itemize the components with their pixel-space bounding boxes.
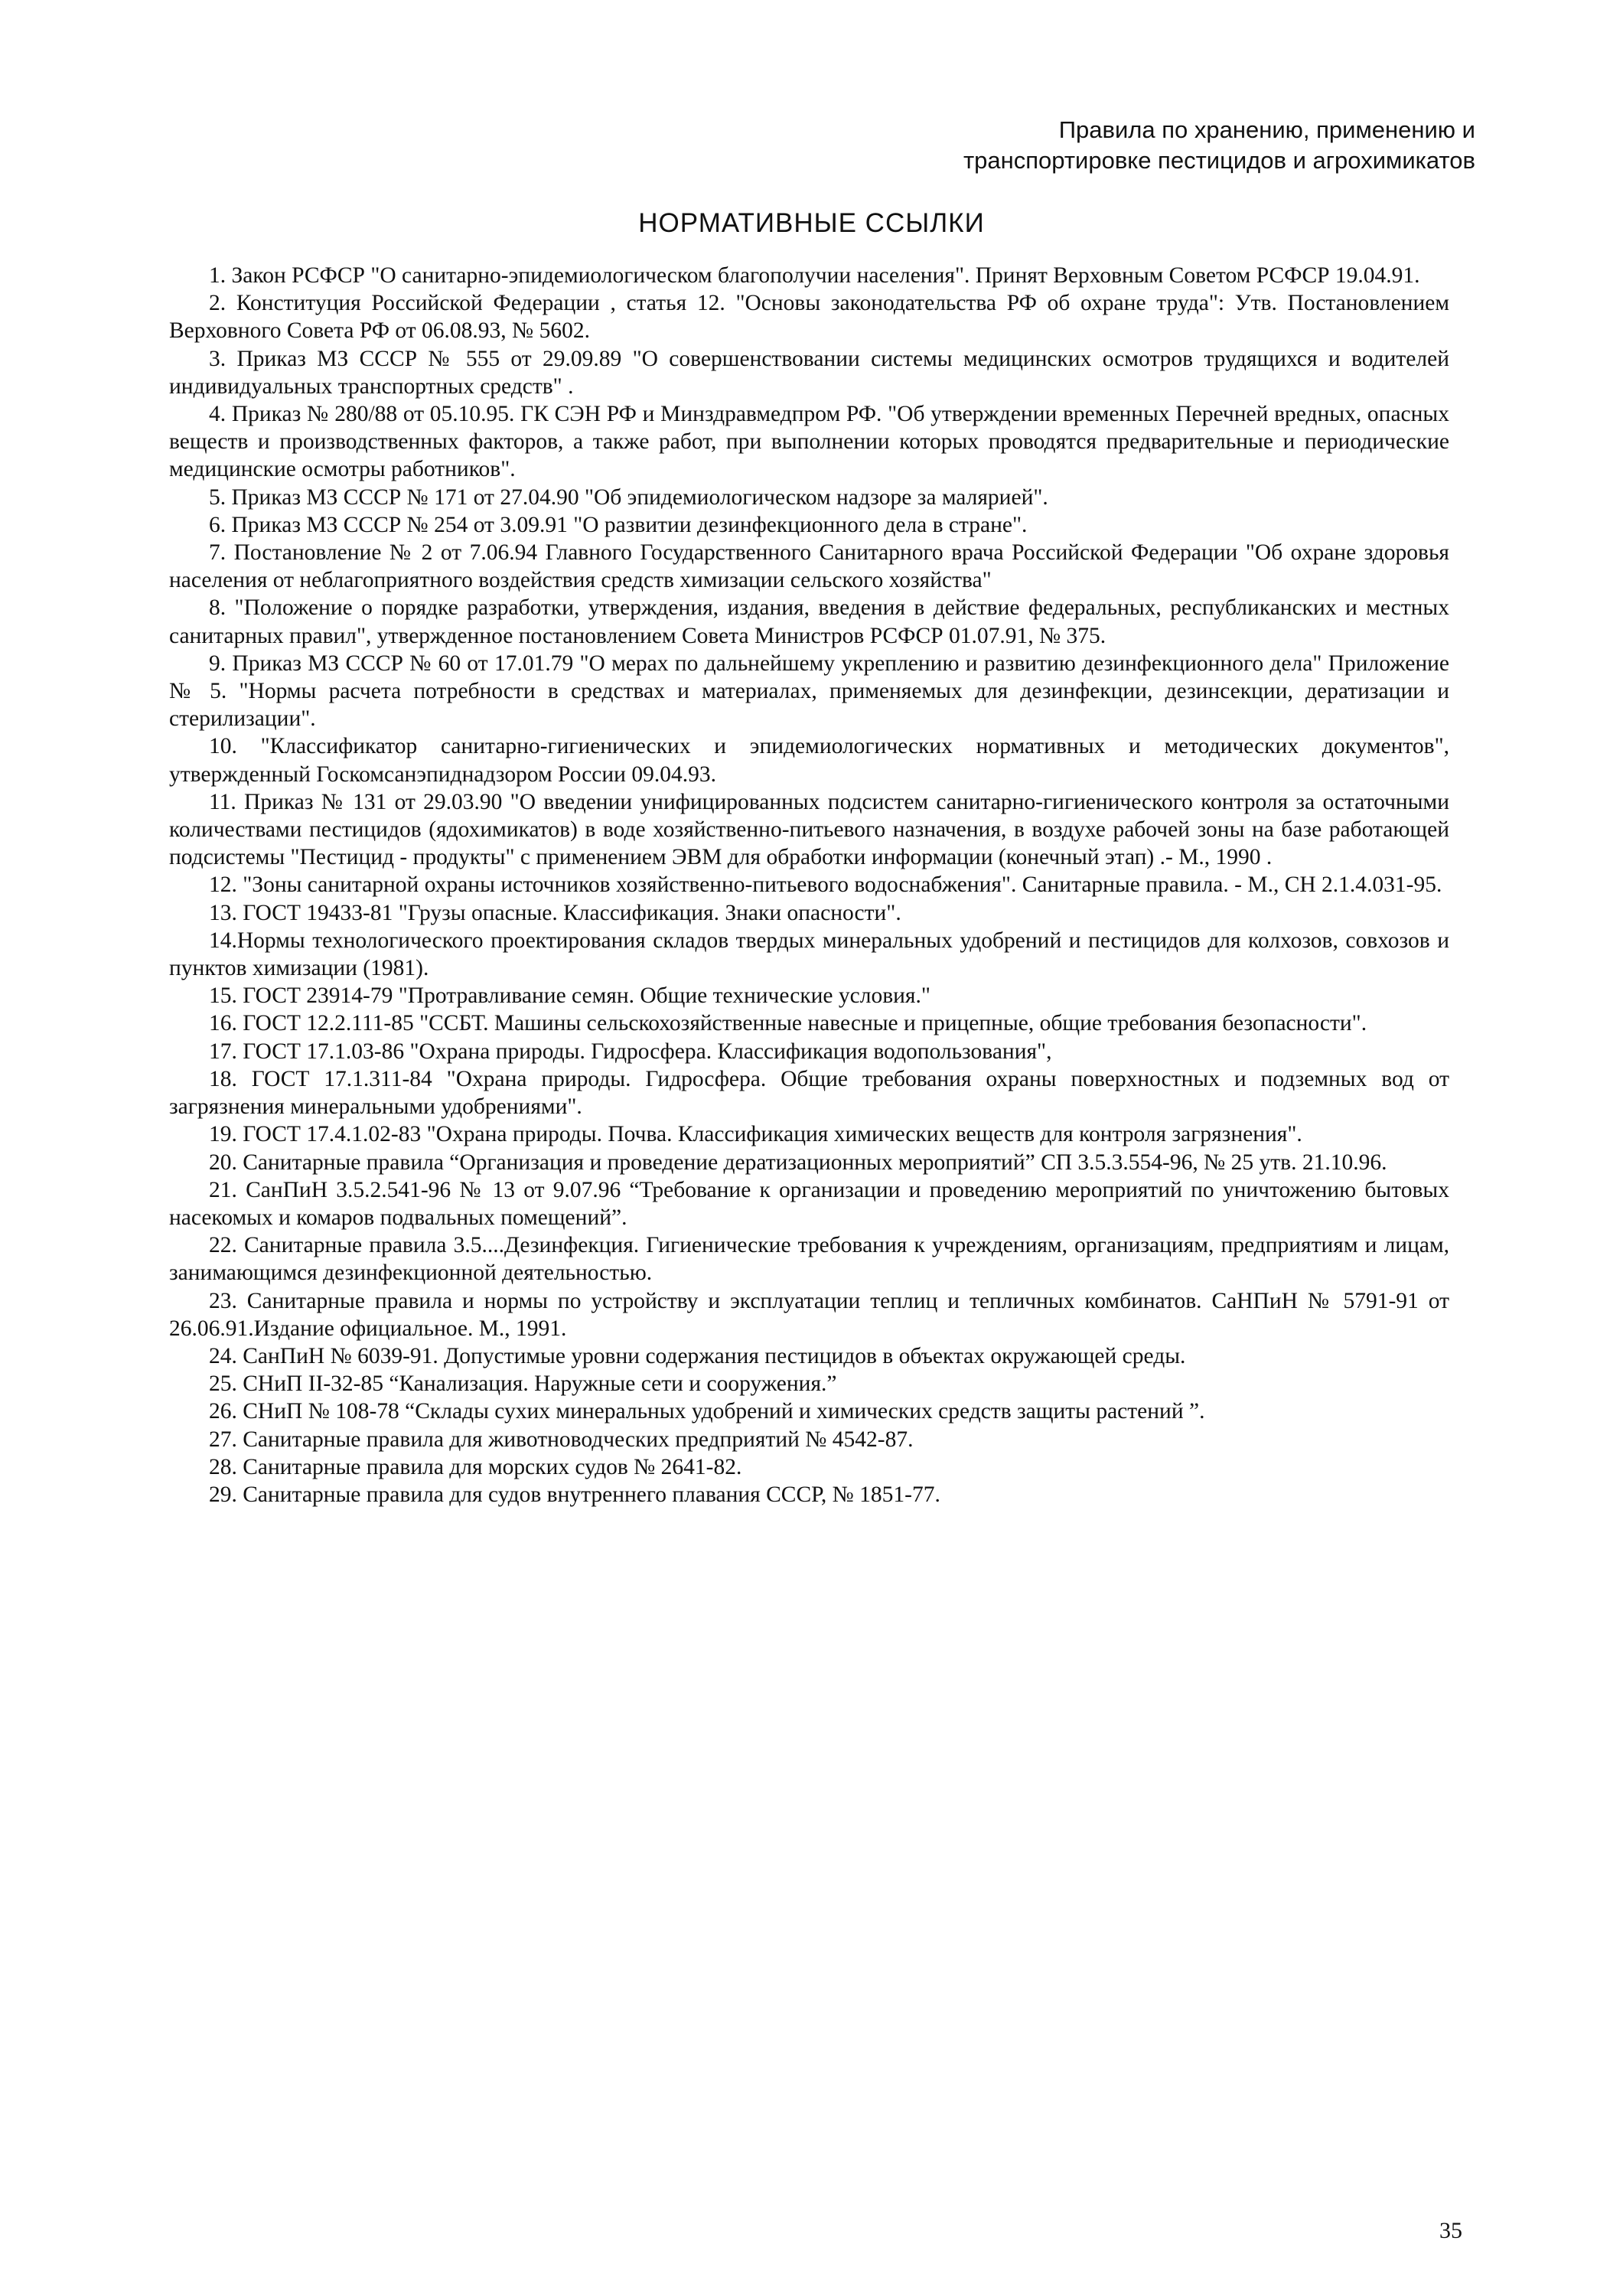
reference-item: 3. Приказ МЗ СССР № 555 от 29.09.89 "О совершенствовании системы медицинских осмотров трудящихся и водителей индивидуальных транспортных средств" . xyxy=(169,346,1449,399)
reference-item: 5. Приказ МЗ СССР № 171 от 27.04.90 "Об эпидемиологическом надзоре за малярией". xyxy=(209,484,1048,510)
reference-item: 12. "Зоны санитарной охраны источников хозяйственно-питьевого водоснабжения". Санитарные правила. - М., СН 2.1.4.031-95. xyxy=(209,872,1442,898)
reference-item: 25. СНиП II-32-85 “Канализация. Наружные сети и сооружения.” xyxy=(209,1371,837,1397)
reference-item: 18. ГОСТ 17.1.311-84 "Охрана природы. Гидросфера. Общие требования охраны поверхностных и подземных вод от загрязнения минеральными удобрениями". xyxy=(169,1066,1449,1120)
reference-item: 23. Санитарные правила и нормы по устройству и эксплуатации теплиц и тепличных комбинатов. СаНПиН № 5791-91 от 26.06.91.Издание официальное. М., 1991. xyxy=(169,1288,1449,1341)
running-header-line-1: Правила по хранению, применению и xyxy=(1058,116,1475,143)
reference-item: 24. СанПиН № 6039-91. Допустимые уровни содержания пестицидов в объектах окружающей среды. xyxy=(209,1343,1186,1368)
reference-list xyxy=(169,262,1449,1508)
reference-item: 29. Санитарные правила для судов внутреннего плавания СССР, № 1851-77. xyxy=(209,1482,940,1507)
reference-item: 19. ГОСТ 17.4.1.02-83 "Охрана природы. Почва. Классификация химических веществ для контроля загрязнения". xyxy=(209,1122,1302,1147)
reference-item: 1. Закон РСФСР "О санитарно-эпидемиологическом благополучии населения". Принят Верховным Советом РСФСР 19.04.91. xyxy=(209,263,1420,288)
reference-item: 11. Приказ № 131 от 29.03.90 "О введении унифицированных подсистем санитарно-гигиенического контроля за остаточными количествами пестицидов (ядохимикатов) в воде хозяйственно-питьевого назначения, в воздухе рабочей зоны на базе работающей подсистемы "Пестицид - продукты" с применением ЭВМ для обработки информации (конечный этап) .- М., 1990 . xyxy=(169,789,1449,870)
reference-item: 10. "Классификатор санитарно-гигиенических и эпидемиологических нормативных и методических документов", утвержденный Госкомсанэпиднадзором России 09.04.93. xyxy=(169,734,1449,787)
reference-item: 28. Санитарные правила для морских судов № 2641-82. xyxy=(209,1454,742,1479)
reference-item: 2. Конституция Российской Федерации , статья 12. "Основы законодательства РФ об охране труда": Утв. Постановлением Верховного Совета РФ от 06.08.93, № 5602. xyxy=(169,291,1449,344)
reference-item: 4. Приказ № 280/88 от 05.10.95. ГК СЭН РФ и Минздравмедпром РФ. "Об утверждении временных Перечней вредных, опасных веществ и производственных факторов, а также работ, при выполнении которых проводятся предварительные и периодические медицинские осмотры работников". xyxy=(169,402,1449,482)
reference-item: 13. ГОСТ 19433-81 "Грузы опасные. Классификация. Знаки опасности". xyxy=(209,900,901,925)
running-header-line-2: транспортировке пестицидов и агрохимикатов xyxy=(963,147,1475,174)
running-header xyxy=(963,115,1475,176)
reference-item: 21. СанПиН 3.5.2.541-96 № 13 от 9.07.96 “Требование к организации и проведению мероприятий по уничтожению бытовых насекомых и комаров подвальных помещений”. xyxy=(169,1177,1449,1230)
reference-item: 16. ГОСТ 12.2.111-85 "ССБТ. Машины сельскохозяйственные навесные и прицепные, общие требования безопасности". xyxy=(209,1011,1367,1036)
reference-item: 14.Нормы технологического проектирования складов твердых минеральных удобрений и пестицидов для колхозов, совхозов и пунктов химизации (1981). xyxy=(169,928,1449,981)
reference-item: 7. Постановление № 2 от 7.06.94 Главного Государственного Санитарного врача Российской Федерации "Об охране здоровья населения от неблагоприятного воздействия средств химизации сельского хозяйства" xyxy=(169,540,1449,593)
reference-item: 9. Приказ МЗ СССР № 60 от 17.01.79 "О мерах по дальнейшему укреплению и развитию дезинфекционного дела" Приложение № 5. "Нормы расчета потребности в средствах и материалах, применяемых для дезинфекции, дезинсекции, дератизации и стерилизации". xyxy=(169,651,1449,732)
reference-item: 26. СНиП № 108-78 “Склады сухих минеральных удобрений и химических средств защиты растений ”. xyxy=(209,1399,1205,1424)
page-number: 35 xyxy=(1439,2218,1462,2243)
reference-item: 20. Санитарные правила “Организация и проведение дератизационных мероприятий” СП 3.5.3.554-96, № 25 утв. 21.10.96. xyxy=(209,1150,1387,1175)
reference-item: 8. "Положение о порядке разработки, утверждения, издания, введения в действие федеральных, республиканских и местных санитарных правил", утвержденное постановлением Совета Министров РСФСР 01.07.91, № 375. xyxy=(169,595,1449,648)
reference-item: 6. Приказ МЗ СССР № 254 от 3.09.91 "О развитии дезинфекционного дела в стране". xyxy=(209,512,1028,537)
reference-item: 17. ГОСТ 17.1.03-86 "Охрана природы. Гидросфера. Классификация водопользования", xyxy=(209,1039,1052,1064)
reference-item: 22. Санитарные правила 3.5....Дезинфекция. Гигиенические требования к учреждениям, организациям, предприятиям и лицам, занимающимся дезинфекционной деятельностью. xyxy=(169,1233,1449,1286)
reference-item: 15. ГОСТ 23914-79 "Протравливание семян. Общие технические условия." xyxy=(209,983,930,1009)
section-title: НОРМАТИВНЫЕ ССЫЛКИ xyxy=(638,208,985,238)
reference-item: 27. Санитарные правила для животноводческих предприятий № 4542-87. xyxy=(209,1427,914,1452)
